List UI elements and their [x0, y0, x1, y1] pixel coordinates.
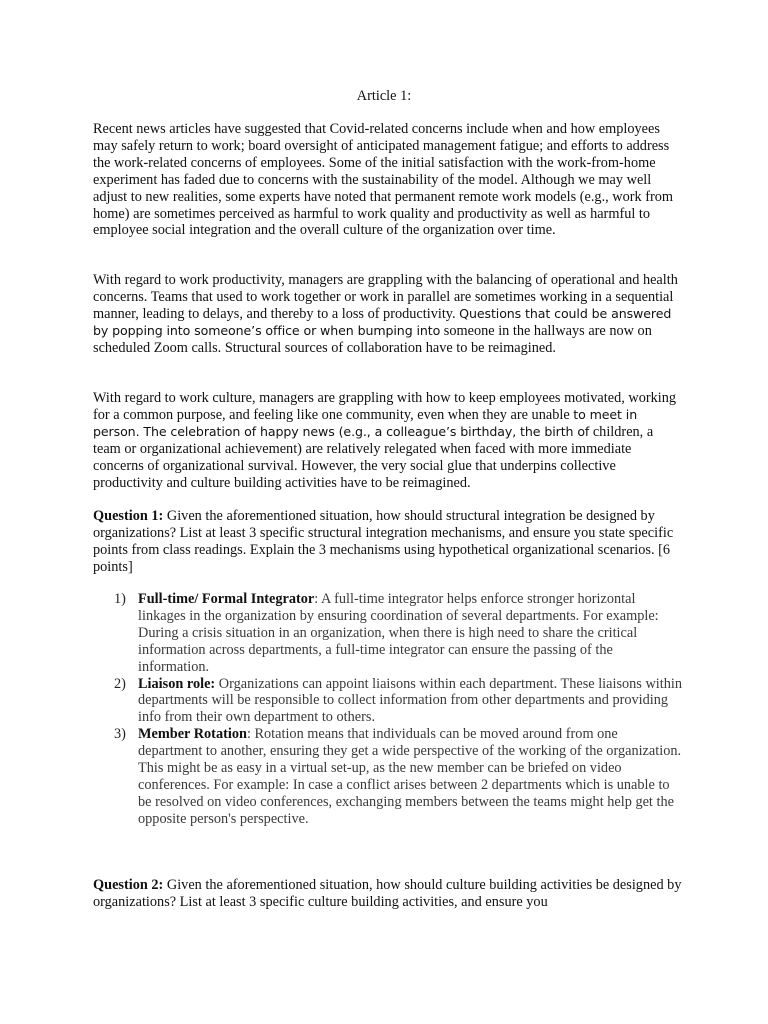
list-item-text: : Rotation means that individuals can be moved around from one department to another, ensuring they get a wide perspective of the working of the organization. This might be as easy in a virtual set-up, as the new member can be briefed on video conferences. For example: In case a conflict arises between 2 departments which is unable to be resolved on video conferences, exchanging members between the teams might help get the opposite person's perspective. [138, 726, 682, 827]
question-1-label: Question 1: [93, 508, 164, 524]
list-item-term: Liaison role: [138, 675, 216, 692]
question-1 [93, 508, 683, 576]
question-2-label: Question 2: [93, 877, 164, 893]
question-2-text: Given the aforementioned situation, how should culture building activities be designed by organizations? List at least 3 specific culture building activities, and ensure you [93, 877, 682, 910]
productivity-text-b: Questions that could be answered by popping into someone’s office or when bumping into [93, 305, 672, 338]
list-item-text: Organizations can appoint liaisons within each department. These liaisons within departments will be responsible to collect information from other departments and providing info from their own department to others. [138, 675, 682, 726]
list-item-term: Member Rotation [138, 726, 247, 743]
list-item-number: 1) [114, 591, 126, 607]
intro-paragraph: Recent news articles have suggested that Covid-related concerns include when and how employees may safely return to work; board oversight of anticipated management fatigue; and efforts to address the work-related concerns of employees. Some of the initial satisfaction with the work-from-home experiment has faded due to concerns with the sustainability of the model. Although we may well adjust to new realities, some experts have noted that permanent remote work models (e.g., work from home) are sometimes perceived as harmful to work quality and productivity as well as harmful to employee social integration and the overall culture of the organization over time. [93, 121, 674, 239]
productivity-text-c: someone in the hallways are now on scheduled Zoom calls. Structural sources of collaboration have to be reimagined. [93, 322, 652, 356]
list-item [93, 591, 683, 676]
productivity-paragraph [93, 272, 683, 357]
question-2 [93, 877, 683, 911]
list-item [93, 726, 683, 827]
answer-list [93, 591, 683, 828]
question-1-text: Given the aforementioned situation, how should structural integration be designed by organizations? List at least 3 specific structural integration mechanisms, and ensure you state specific points from class readings. Explain the 3 mechanisms using hypothetical organizational scenarios. [6 points] [93, 508, 674, 575]
culture-text-b: to meet in person. The celebration of happy news (e.g., a colleague’s birthday, the birth of [93, 406, 638, 439]
list-item [93, 676, 683, 727]
list-item-number: 2) [114, 675, 126, 692]
list-item-number: 3) [114, 726, 126, 743]
list-item-text: : A full-time integrator helps enforce stronger horizontal linkages in the organization by ensuring coordination of several departments. For example: During a crisis situation in an organization, when there is high need to share the critical information across departments, a full-time integrator can ensure the passing of the information. [138, 591, 659, 675]
list-item-term: Full-time/ Formal Integrator [138, 591, 315, 607]
productivity-text-a: With regard to work productivity, managers are grappling with the balancing of operational and health concerns. Teams that used to work together or work in parallel are sometimes working in a sequential manner, leading to delays, and thereby to a loss of productivity. [93, 272, 678, 322]
article-title: Article 1: [356, 88, 412, 104]
culture-text-c: children, a team or organizational achievement) are relatively relegated when faced with more immediate concerns of organizational survival. However, the very social glue that underpins collective productivity and culture building activities have to be reimagined. [93, 423, 654, 491]
culture-paragraph [93, 390, 683, 491]
culture-text-a: With regard to work culture, managers are grappling with how to keep employees motivated, working for a common purpose, and feeling like one community, even when they are unable [93, 390, 677, 423]
